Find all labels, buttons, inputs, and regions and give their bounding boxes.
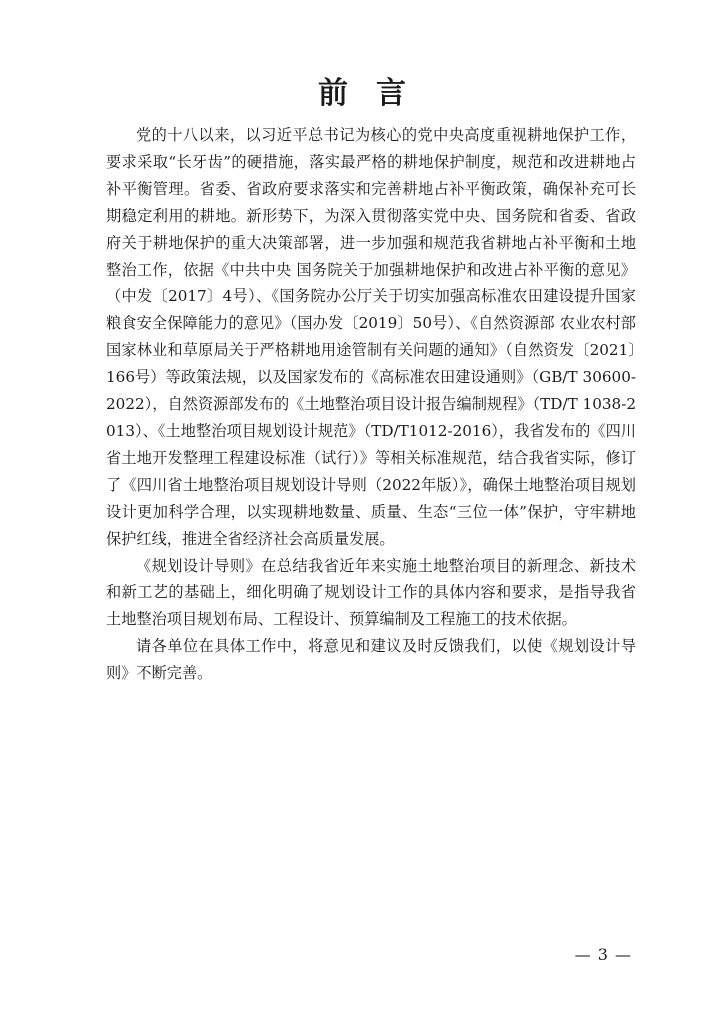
body-text bbox=[106, 122, 636, 687]
paragraph-policy-background: 党的十八以来，以习近平总书记为核心的党中央高度重视耕地保护工作，要求采取“长牙齿”的硬措施，落实最严格的耕地保护制度，规范和改进耕地占补平衡管理。省委、省政府要求落实和完善耕地占补平衡政策，确保补充可长期稳定利用的耕地。新形势下，为深入贯彻落实党中央、国务院和省委、省政府关于耕地保护的重大决策部署，进一步加强和规范我省耕地占补平衡和土地整治工作，依据《中共中央 国务院关于加强耕地保护和改进占补平衡的意见》（中发〔2017〕4号）、《国务院办公厅关于切实加强高标准农田建设提升国家粮食安全保障能力的意见》（国办发〔2019〕50号）、《自然资源部 农业农村部 国家林业和草原局关于严格耕地用途管制有关问题的通知》（自然资发〔2021〕166号）等政策法规，以及国家发布的《高标准农田建设通则》（GB/T 30600-2022），自然资源部发布的《土地整治项目设计报告编制规程》（TD/T 1038-2013）、《土地整治项目规划设计规范》（TD/T1012-2016），我省发布的《四川省土地开发整理工程建设标准（试行）》等相关标准规范，结合我省实际，修订了《四川省土地整治项目规划设计导则（2022年版）》，确保土地整治项目规划设计更加科学合理，以实现耕地数量、质量、生态“三位一体”保护，守牢耕地保护红线，推进全省经济社会高质量发展。 bbox=[106, 126, 636, 548]
page-title: 前言 bbox=[318, 76, 434, 111]
page-number: — 3 — bbox=[574, 945, 632, 964]
paragraph-guideline-summary: 《规划设计导则》在总结我省近年来实施土地整治项目的新理念、新技术和新工艺的基础上，细化明确了规划设计工作的具体内容和要求，是指导我省土地整治项目规划布局、工程设计、预算编制及工程施工的技术依据。 bbox=[106, 556, 636, 629]
paragraph-feedback-request: 请各单位在具体工作中，将意见和建议及时反馈我们，以使《规划设计导则》不断完善。 bbox=[106, 637, 636, 683]
